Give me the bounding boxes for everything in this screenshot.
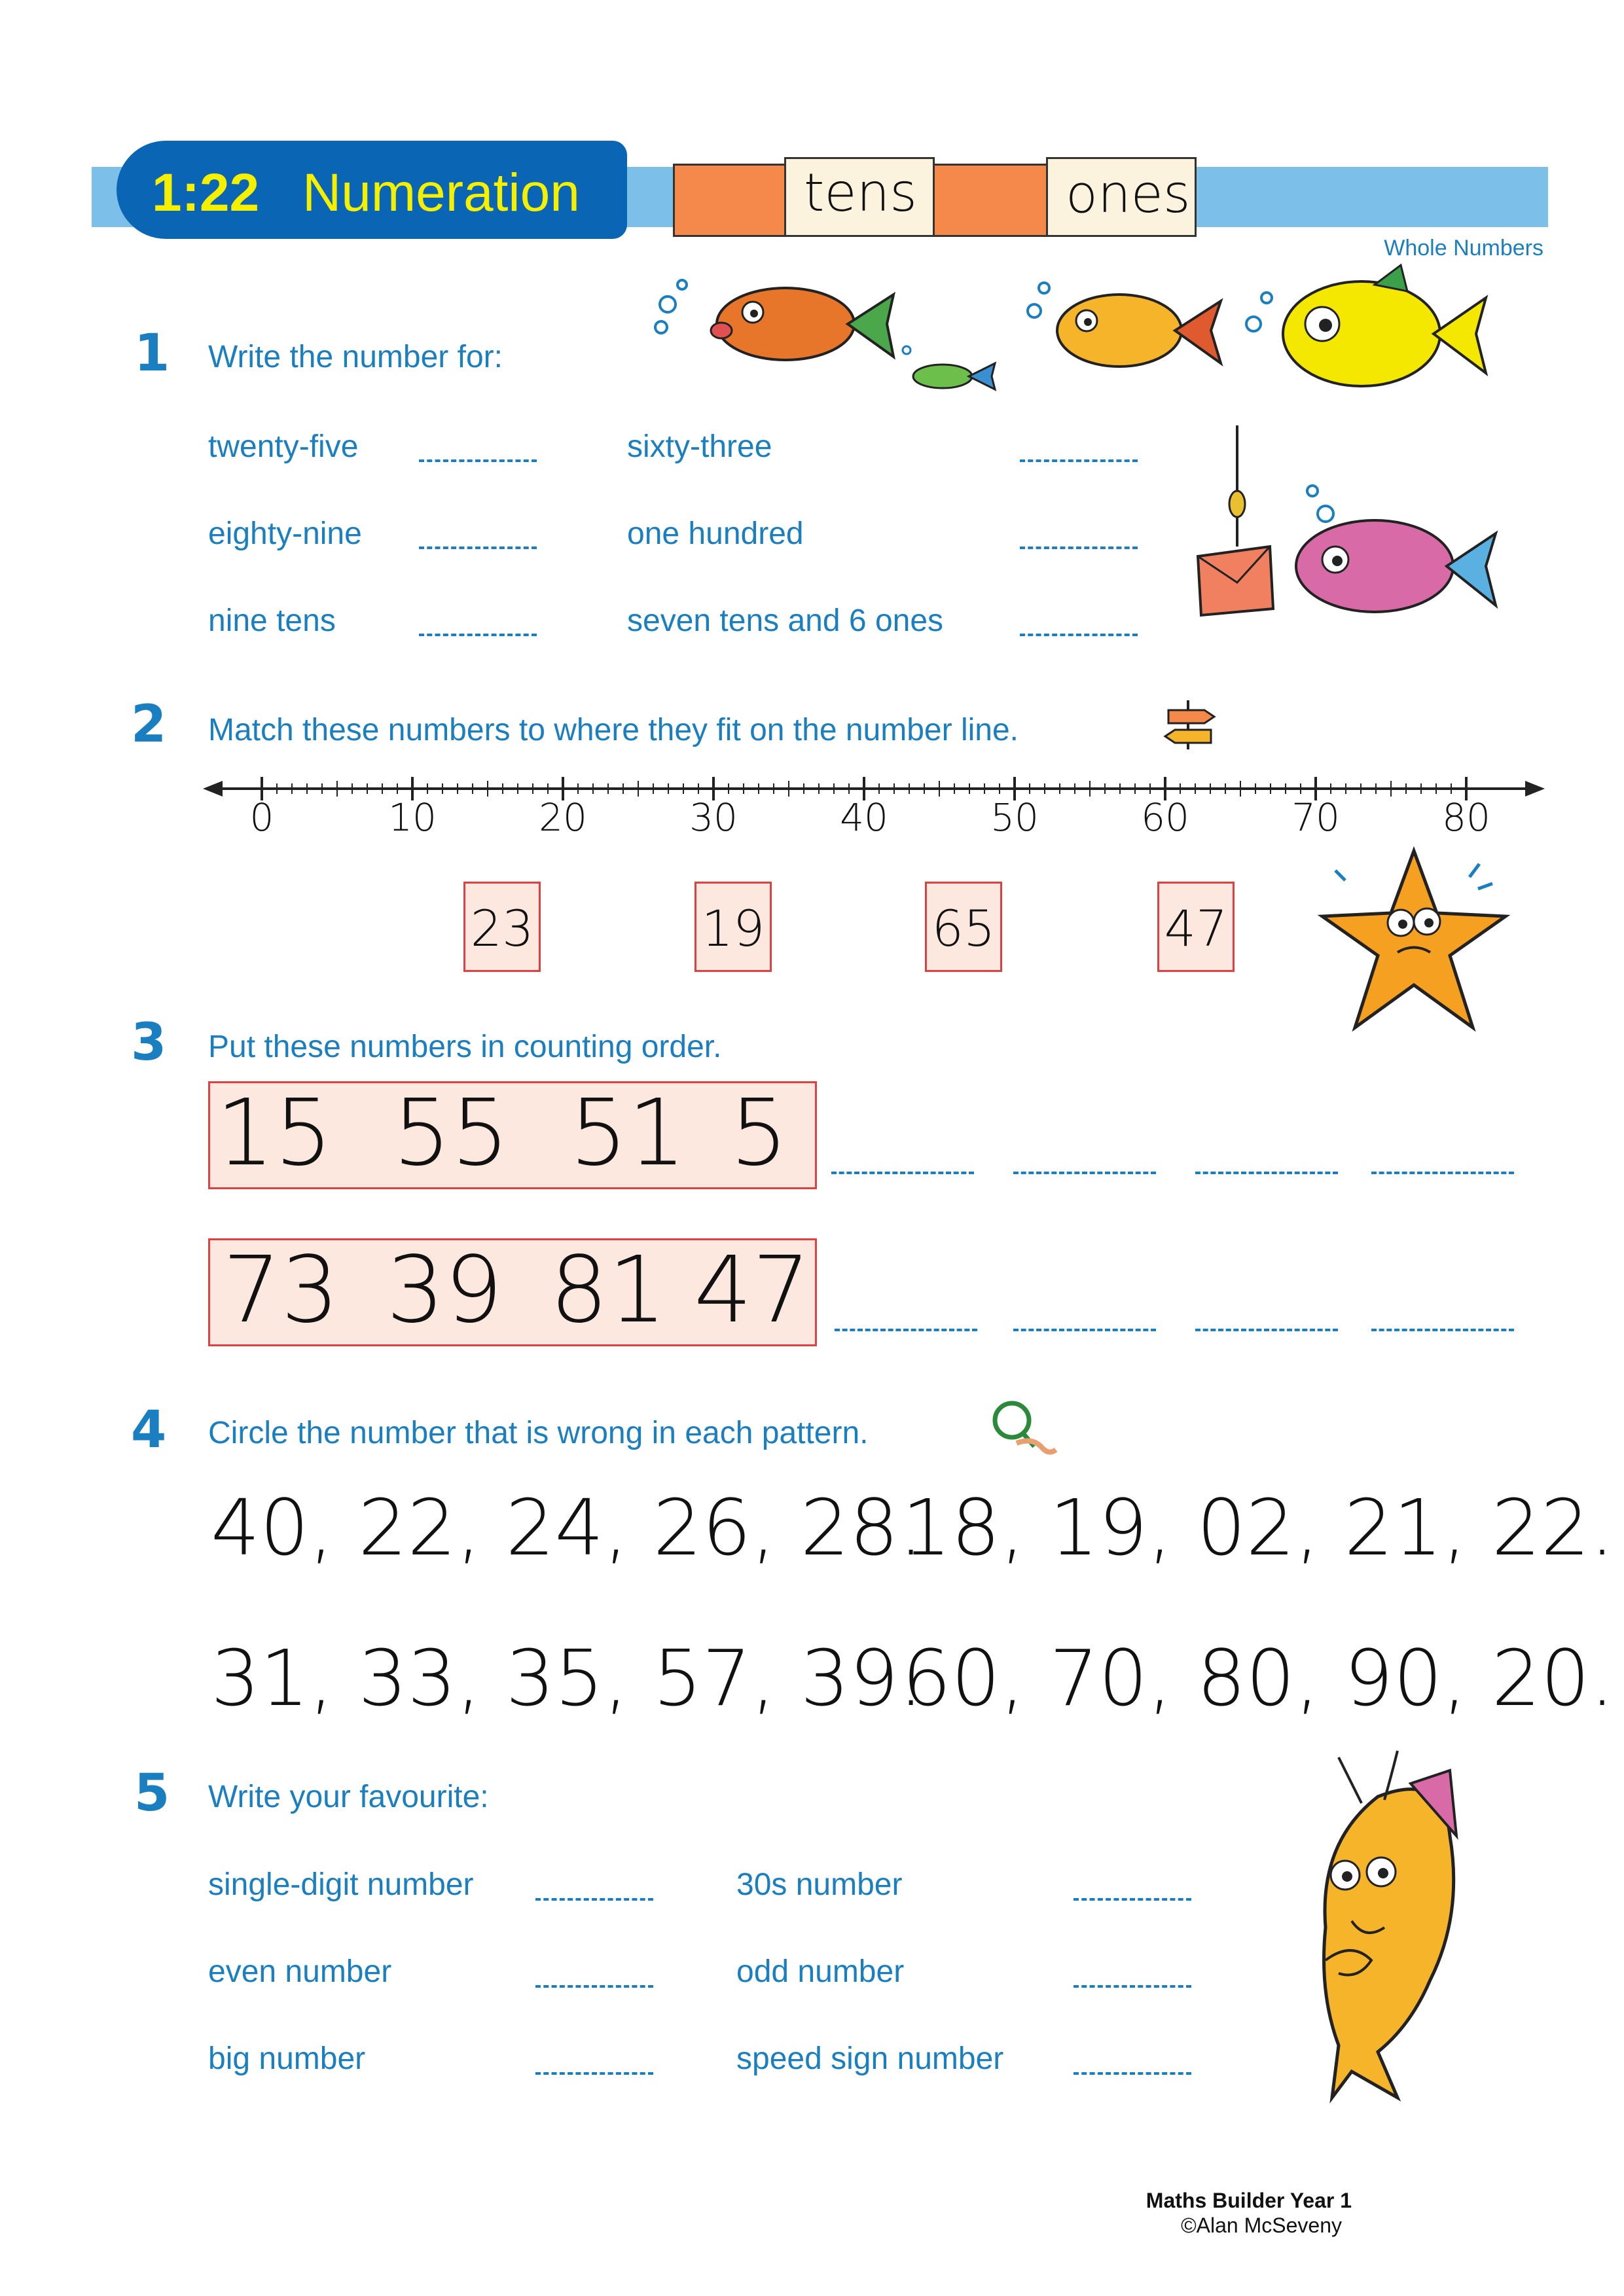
q3-answer-line[interactable] xyxy=(1371,1172,1514,1174)
pattern-4[interactable]: 60, 70, 80, 90, 20. xyxy=(902,1633,1615,1723)
tick-label: 70 xyxy=(1291,795,1340,840)
footer-copyright: ©Alan McSeveny xyxy=(1181,2214,1342,2237)
q5-answer-line-2[interactable] xyxy=(1074,1898,1191,1901)
q1-number: 1 xyxy=(134,324,170,383)
q3-answer-line[interactable] xyxy=(1195,1172,1338,1174)
q3-answer-line[interactable] xyxy=(1371,1329,1514,1331)
match-number-box[interactable]: 47 xyxy=(1157,882,1235,972)
strand-label: Whole Numbers xyxy=(1384,236,1543,260)
q5-item-odd: odd number xyxy=(736,1954,905,1989)
tick-label: 30 xyxy=(689,795,738,840)
starfish-icon xyxy=(1309,844,1519,1041)
fishing-line-envelope-icon xyxy=(1198,425,1273,615)
set1-number: 15 xyxy=(216,1080,333,1187)
q1-item-eighty-nine: eighty-nine xyxy=(208,516,362,551)
signpost-icon xyxy=(1159,694,1224,753)
q5-item-single-digit: single-digit number xyxy=(208,1867,474,1902)
q1-answer-line-1[interactable] xyxy=(419,459,537,462)
pattern-2[interactable]: 18, 19, 02, 21, 22. xyxy=(902,1482,1615,1573)
fish-icon-rainbow xyxy=(1296,486,1496,612)
q2-number: 2 xyxy=(131,695,167,754)
q5-answer-line-1[interactable] xyxy=(535,1898,653,1901)
q4-prompt: Circle the number that is wrong in each pattern. xyxy=(208,1416,869,1450)
set2-number: 47 xyxy=(694,1237,811,1344)
ones-label: ones xyxy=(1066,164,1191,224)
tick-label: 60 xyxy=(1141,795,1189,840)
tick-label: 40 xyxy=(840,795,888,840)
q1-answer-line-5[interactable] xyxy=(419,634,537,636)
q5-answer-line-4[interactable] xyxy=(1074,1985,1191,1988)
tick-label: 20 xyxy=(539,795,587,840)
fish-icon-orange xyxy=(655,280,893,360)
q1-answer-line-3[interactable] xyxy=(419,547,537,549)
thinking-fish-icon xyxy=(1299,1744,1483,2111)
q3-answer-line[interactable] xyxy=(835,1329,977,1331)
page-title: Numeration xyxy=(302,163,580,223)
q5-answer-line-6[interactable] xyxy=(1074,2072,1191,2075)
q5-item-big: big number xyxy=(208,2041,366,2076)
fish-icon-yellow xyxy=(1246,265,1486,386)
q5-item-even: even number xyxy=(208,1954,392,1989)
tick-label: 50 xyxy=(990,795,1039,840)
q5-answer-line-5[interactable] xyxy=(535,2072,653,2075)
q2-prompt: Match these numbers to where they fit on the number line. xyxy=(208,713,1019,747)
fish-icon-small xyxy=(903,346,995,389)
q1-prompt: Write the number for: xyxy=(208,340,503,374)
q5-item-speed-sign: speed sign number xyxy=(736,2041,1004,2076)
match-number-box[interactable]: 19 xyxy=(695,882,772,972)
tick-label: 0 xyxy=(249,795,274,840)
tick-label: 10 xyxy=(388,795,437,840)
q3-number: 3 xyxy=(131,1013,167,1072)
footer-book-title: Maths Builder Year 1 xyxy=(1146,2189,1352,2212)
set1-number: 55 xyxy=(393,1080,510,1187)
q3-answer-line[interactable] xyxy=(831,1172,974,1174)
set2-number: 81 xyxy=(550,1237,667,1344)
q1-item-sixty-three: sixty-three xyxy=(627,429,772,464)
q5-prompt: Write your favourite: xyxy=(208,1780,489,1814)
q1-item-seven-tens-six-ones: seven tens and 6 ones xyxy=(627,603,944,638)
fish-icon-striped xyxy=(1028,283,1221,367)
q3-answer-line[interactable] xyxy=(1195,1329,1338,1331)
q4-number: 4 xyxy=(131,1401,167,1460)
match-number-box[interactable]: 65 xyxy=(925,882,1002,972)
q1-item-nine-tens: nine tens xyxy=(208,603,336,638)
pattern-1[interactable]: 40, 22, 24, 26, 28. xyxy=(211,1482,924,1573)
set1-number: 51 xyxy=(569,1080,687,1187)
match-number-box[interactable]: 23 xyxy=(463,882,541,972)
q1-item-twenty-five: twenty-five xyxy=(208,429,359,464)
tick-label: 80 xyxy=(1442,795,1490,840)
pattern-3[interactable]: 31, 33, 35, 57, 39. xyxy=(211,1633,924,1723)
set1-number: 5 xyxy=(730,1080,789,1187)
set2-number: 39 xyxy=(386,1237,503,1344)
lesson-number: 1:22 xyxy=(152,163,260,223)
q3-answer-line[interactable] xyxy=(1013,1172,1156,1174)
tens-label: tens xyxy=(804,162,917,223)
q1-item-one-hundred: one hundred xyxy=(627,516,804,551)
set2-number: 73 xyxy=(223,1237,340,1344)
q5-item-30s: 30s number xyxy=(736,1867,903,1902)
q3-answer-line[interactable] xyxy=(1013,1329,1156,1331)
fish-illustration-group xyxy=(641,259,1512,651)
q5-number: 5 xyxy=(134,1764,170,1823)
q5-answer-line-3[interactable] xyxy=(535,1985,653,1988)
q3-prompt: Put these numbers in counting order. xyxy=(208,1030,722,1064)
magnifier-worm-icon xyxy=(987,1397,1059,1456)
